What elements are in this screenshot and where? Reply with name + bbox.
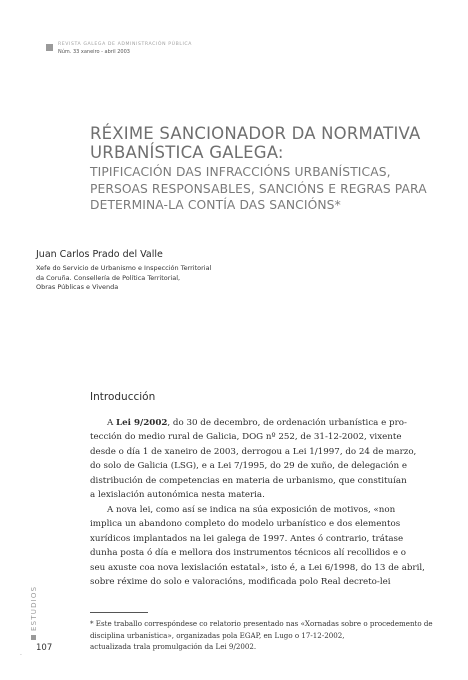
footnote-line: * Este traballo correspóndese co relatorio presentado nas «Xornadas sobre o procedemento de disciplina urbanística», organizadas pola EGAP, en Lugo o 17-12-2002, (90, 619, 433, 640)
section-margin-label (30, 585, 38, 640)
body-line: do solo de Galicia (LSG), e a Lei 7/1995, do 29 de xuño, de delegación e (90, 461, 407, 472)
body-line: a lexislación autonómica nesta materia. (90, 490, 265, 501)
page-number: 107 (36, 643, 53, 653)
affiliation-line: Xefe do Servicio de Urbanismo e Inspección Territorial (36, 264, 212, 272)
affiliation-line: da Coruña. Consellería de Política Territorial, (36, 273, 181, 282)
section-margin-text: ESTUDIOS (30, 585, 38, 631)
affiliation-line: Obras Públicas e Vivenda (36, 283, 119, 292)
footnote-rule (90, 612, 148, 613)
body-line (90, 416, 442, 430)
body-line: desde o día 1 de xaneiro de 2003, derrogou a Lei 1/1997, do 24 de marzo, (90, 446, 417, 457)
author-affiliation (36, 264, 211, 293)
body-line: seu axuste coa nova lexislación estatal», isto é, a Lei 6/1998, do 13 de abril, (90, 562, 425, 573)
issue-info: Núm. 33 xaneiro - abril 2003 (58, 49, 130, 55)
body-line: xurídicos implantados na lei galega de 1997. Antes ó contrario, trátase (90, 533, 404, 544)
body-line: dunha posta ó día e mellora dos instrumentos técnicos alí recollidos e o (90, 548, 406, 559)
article-title: RÉXIME SANCIONADOR DA NORMATIVA URBANÍSTICA GALEGA: (90, 124, 421, 162)
body-line: distribución de competencias en materia de urbanismo, que constituían (90, 475, 407, 486)
page-tick: · (20, 652, 22, 659)
journal-title: REVISTA GALEGA DE ADMINISTRACIÓN PÚBLICA (58, 42, 192, 47)
body-line: tección do medio rural de Galicia, DOG nº 252, de 31-12-2002, vixente (90, 432, 402, 443)
journal-square-mark (46, 44, 53, 51)
footnote-line: actualizada trala promulgación da Lei 9/2002. (90, 642, 257, 652)
margin-square-mark (31, 635, 36, 640)
body-text-segment: , do 30 de decembro, de ordenación urbanística e pro- (167, 418, 407, 428)
bold-reference: Lei 9/2002 (116, 418, 168, 428)
footnote (90, 618, 442, 653)
body-text-segment: A (107, 418, 117, 428)
body-line: implica un abandono completo do modelo urbanístico e dos elementos (90, 519, 401, 530)
section-heading: Introducción (90, 391, 156, 403)
author-name: Juan Carlos Prado del Valle (36, 249, 163, 260)
article-subtitle: TIPIFICACIÓN DAS INFRACCIÓNS URBANÍSTICAS, PERSOAS RESPONSABLES, SANCIÓNS E REGRAS PARA DETERMINA-LA CONTÍA DAS SANCIÓNS* (90, 165, 427, 212)
body-line: sobre réxime do solo e valoracións, modificada polo Real decreto-lei (90, 576, 391, 587)
body-text (90, 416, 442, 589)
body-line: A nova lei, como así se indica na súa exposición de motivos, «non (107, 504, 396, 515)
